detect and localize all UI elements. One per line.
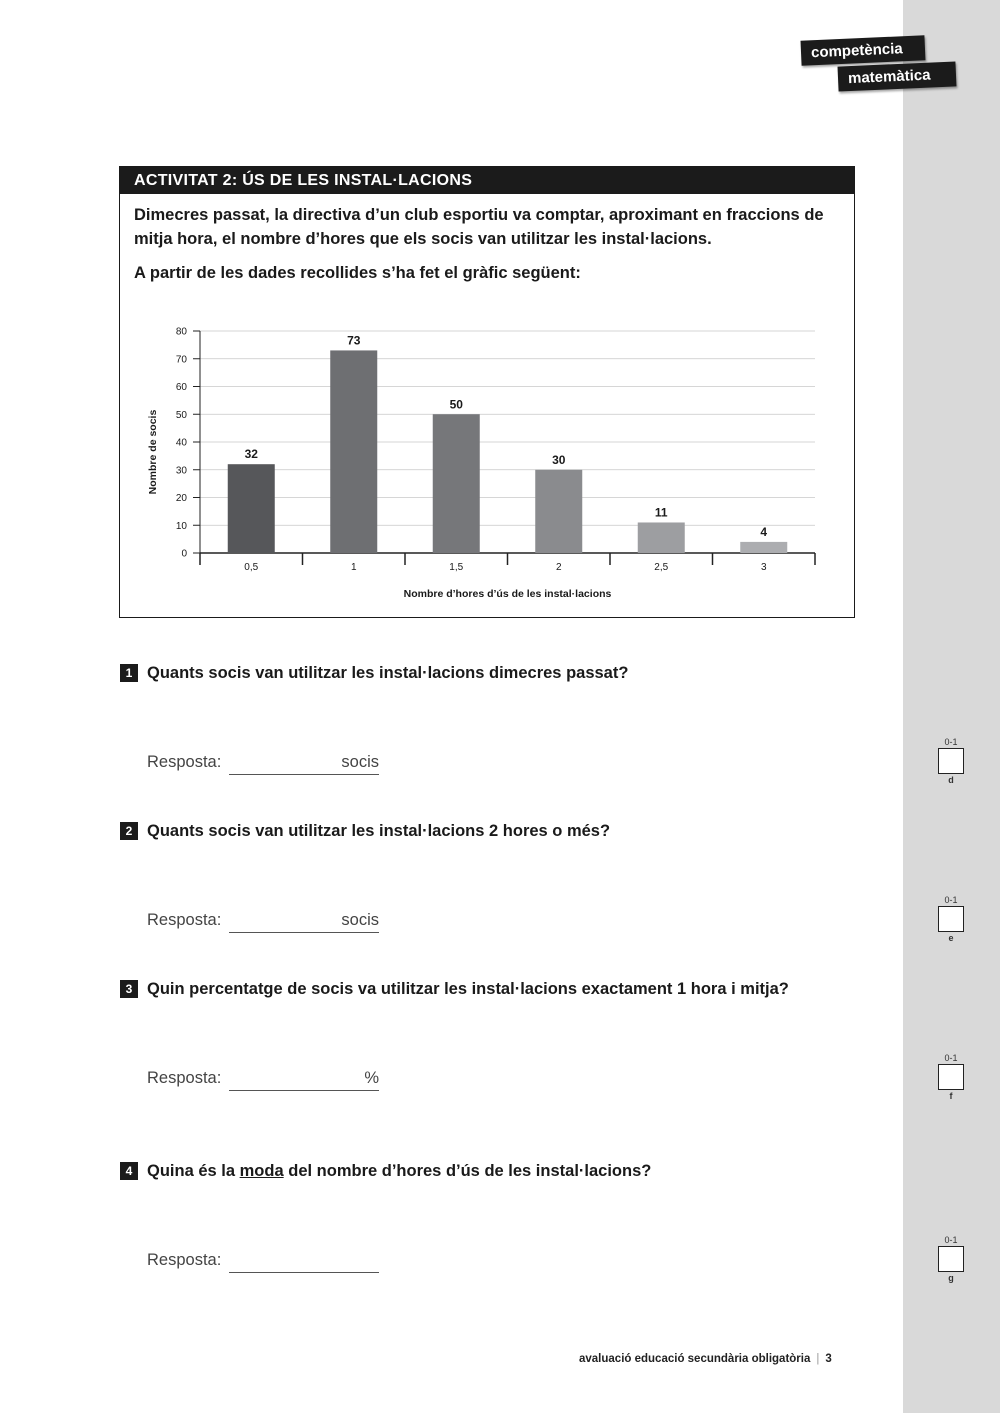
- score-range: 0-1: [944, 1053, 958, 1063]
- answer-unit: socis: [341, 911, 379, 929]
- bar-value-label: 32: [244, 447, 258, 462]
- activity-title: ACTIVITAT 2: ÚS DE LES INSTAL·LACIONS: [120, 167, 854, 194]
- answer-1: [147, 753, 379, 772]
- x-tick-label: 0,5: [244, 562, 259, 573]
- footer: [579, 1353, 832, 1365]
- y-tick-label: 0: [181, 548, 187, 560]
- score-checkbox[interactable]: [938, 906, 964, 932]
- question-4: [120, 1162, 880, 1181]
- question-number: 2: [120, 822, 138, 840]
- moda-term: moda: [239, 1162, 284, 1180]
- question-2: [120, 822, 880, 841]
- answer-label: Resposta:: [147, 1251, 222, 1269]
- answer-field[interactable]: [229, 1069, 379, 1091]
- score-range: 0-1: [944, 895, 958, 905]
- bar-chart: [120, 167, 854, 617]
- score-code: d: [948, 775, 954, 785]
- question-1: [120, 664, 880, 683]
- bar-value-label: 11: [654, 505, 668, 520]
- footer-separator: |: [816, 1353, 820, 1365]
- score-code: f: [949, 1091, 953, 1101]
- activity-intro-2: A partir de les dades recollides s’ha fet el gràfic següent:: [134, 264, 581, 282]
- question-number: 4: [120, 1162, 138, 1180]
- x-tick-label: 2: [555, 562, 562, 573]
- score-range: 0-1: [944, 1235, 958, 1245]
- score-checkbox[interactable]: [938, 748, 964, 774]
- y-tick-label: 40: [175, 437, 187, 449]
- score-checkbox[interactable]: [938, 1246, 964, 1272]
- bar: [535, 470, 582, 553]
- activity-intro: Dimecres passat, la directiva d’un club esportiu va comptar, aproximant en fraccions de mitja hora, el nombre d’hores que els socis van utilitzar les instal·lacions.: [134, 206, 824, 248]
- bar: [330, 350, 377, 553]
- answer-field[interactable]: [229, 911, 379, 933]
- bar: [740, 542, 787, 553]
- score-box-4: [938, 1235, 964, 1283]
- score-box-1: [938, 737, 964, 785]
- question-number: 3: [120, 980, 138, 998]
- answer-label: Resposta:: [147, 753, 222, 771]
- bar: [433, 414, 480, 553]
- answer-4: [147, 1251, 221, 1270]
- answer-label: Resposta:: [147, 1069, 222, 1087]
- y-tick-label: 50: [175, 409, 187, 421]
- x-tick-label: 1: [350, 562, 357, 573]
- question-3: [120, 980, 880, 999]
- score-checkbox[interactable]: [938, 1064, 964, 1090]
- answer-field[interactable]: [229, 1251, 379, 1273]
- y-tick-label: 10: [175, 520, 187, 532]
- x-tick-label: 3: [760, 562, 767, 573]
- question-text-before: Quina és la: [147, 1162, 236, 1180]
- y-tick-label: 30: [175, 465, 187, 477]
- y-tick-label: 80: [175, 326, 187, 338]
- bar-value-label: 50: [449, 397, 463, 412]
- footer-text: avaluació educació secundària obligatòria: [579, 1353, 811, 1365]
- bar-value-label: 4: [760, 524, 768, 539]
- question-text: Quants socis van utilitzar les instal·lacions dimecres passat?: [147, 664, 629, 682]
- score-code: g: [948, 1273, 954, 1283]
- y-tick-label: 70: [175, 354, 187, 366]
- bar-value-label: 30: [552, 452, 566, 467]
- score-range: 0-1: [944, 737, 958, 747]
- question-text: Quants socis van utilitzar les instal·lacions 2 hores o més?: [147, 822, 611, 840]
- score-box-2: [938, 895, 964, 943]
- y-tick-label: 20: [175, 493, 187, 504]
- answer-2: [147, 911, 379, 930]
- x-axis-label: Nombre d’hores d’ús de les instal·lacions: [403, 588, 612, 600]
- x-tick-label: 2,5: [654, 562, 669, 573]
- answer-unit: socis: [341, 753, 379, 771]
- page-number: 3: [825, 1353, 832, 1365]
- bar: [638, 522, 685, 553]
- competencia-tag: competència: [801, 35, 926, 65]
- x-tick-label: 1,5: [449, 562, 464, 573]
- bar: [228, 464, 275, 553]
- answer-field[interactable]: [229, 753, 379, 775]
- y-axis-label: Nombre de socis: [147, 409, 159, 495]
- score-code: e: [948, 933, 954, 943]
- bar-value-label: 73: [347, 333, 361, 348]
- margin-column: [903, 0, 1000, 1413]
- answer-label: Resposta:: [147, 911, 222, 929]
- answer-3: [147, 1069, 379, 1088]
- answer-unit: %: [364, 1069, 379, 1087]
- y-tick-label: 60: [175, 382, 187, 393]
- matematica-tag: matemàtica: [838, 61, 957, 91]
- question-text: Quin percentatge de socis va utilitzar les instal·lacions exactament 1 hora i mitja?: [147, 980, 789, 998]
- score-box-3: [938, 1053, 964, 1101]
- question-text: [147, 1162, 651, 1180]
- question-number: 1: [120, 664, 138, 682]
- question-text-after: del nombre d’hores d’ús de les instal·lacions?: [288, 1162, 652, 1180]
- activity-box: [119, 166, 855, 618]
